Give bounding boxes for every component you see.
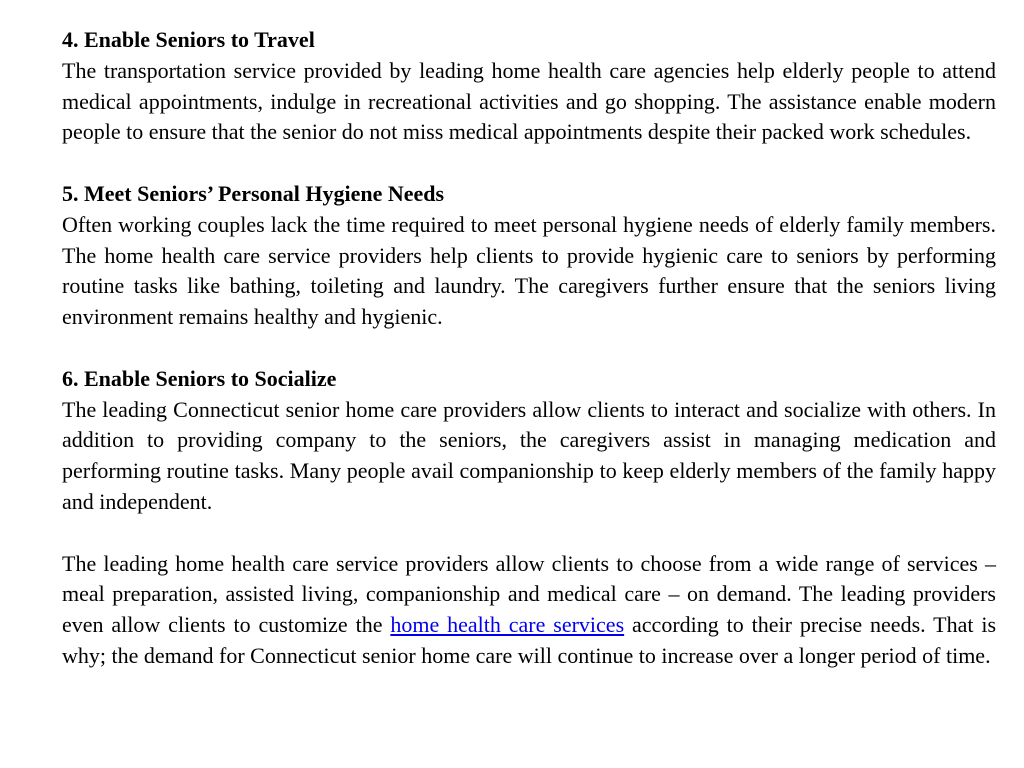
closing-paragraph (62, 549, 996, 672)
closing-paragraph-section (62, 549, 996, 672)
document-page (62, 25, 996, 672)
section-heading: 4. Enable Seniors to Travel (62, 27, 315, 52)
section-personal-hygiene-needs (62, 179, 996, 333)
section-body: The transportation service provided by leading home health care agencies help elderly people to attend medical appointments, indulge in recreational activities and go shopping. The assistance enable modern people to ensure that the senior do not miss medical appointments despite their packed work schedules. (62, 57, 996, 145)
home-health-care-services-link[interactable]: home health care services (390, 612, 625, 638)
section-body: Often working couples lack the time required to meet personal hygiene needs of elderly family members. The home health care service providers help clients to provide hygienic care to seniors by performing routine tasks like bathing, toileting and laundry. The caregivers further ensure that the seniors living environment remains healthy and hygienic. (62, 211, 996, 330)
section-body: The leading Connecticut senior home care providers allow clients to interact and socialize with others. In addition to providing company to the seniors, the caregivers assist in managing medication and performing routine tasks. Many people avail companionship to keep elderly members of the family happy and independent. (62, 396, 996, 514)
section-enable-seniors-to-travel (62, 25, 996, 148)
section-heading: 6. Enable Seniors to Socialize (62, 365, 337, 391)
section-heading: 5. Meet Seniors’ Personal Hygiene Needs (62, 180, 445, 206)
closing-text-before: The leading home health care service providers allow clients to choose from a wide range of services – meal preparation, assisted living, companionship and medical care – on demand. The leading providers even allow clients to customize the (62, 550, 996, 638)
section-enable-seniors-to-socialize (62, 364, 996, 518)
closing-text-after: according to their precise needs. That is why; the demand for Connecticut senior home care will continue to increase over a longer period of time. (62, 612, 997, 668)
